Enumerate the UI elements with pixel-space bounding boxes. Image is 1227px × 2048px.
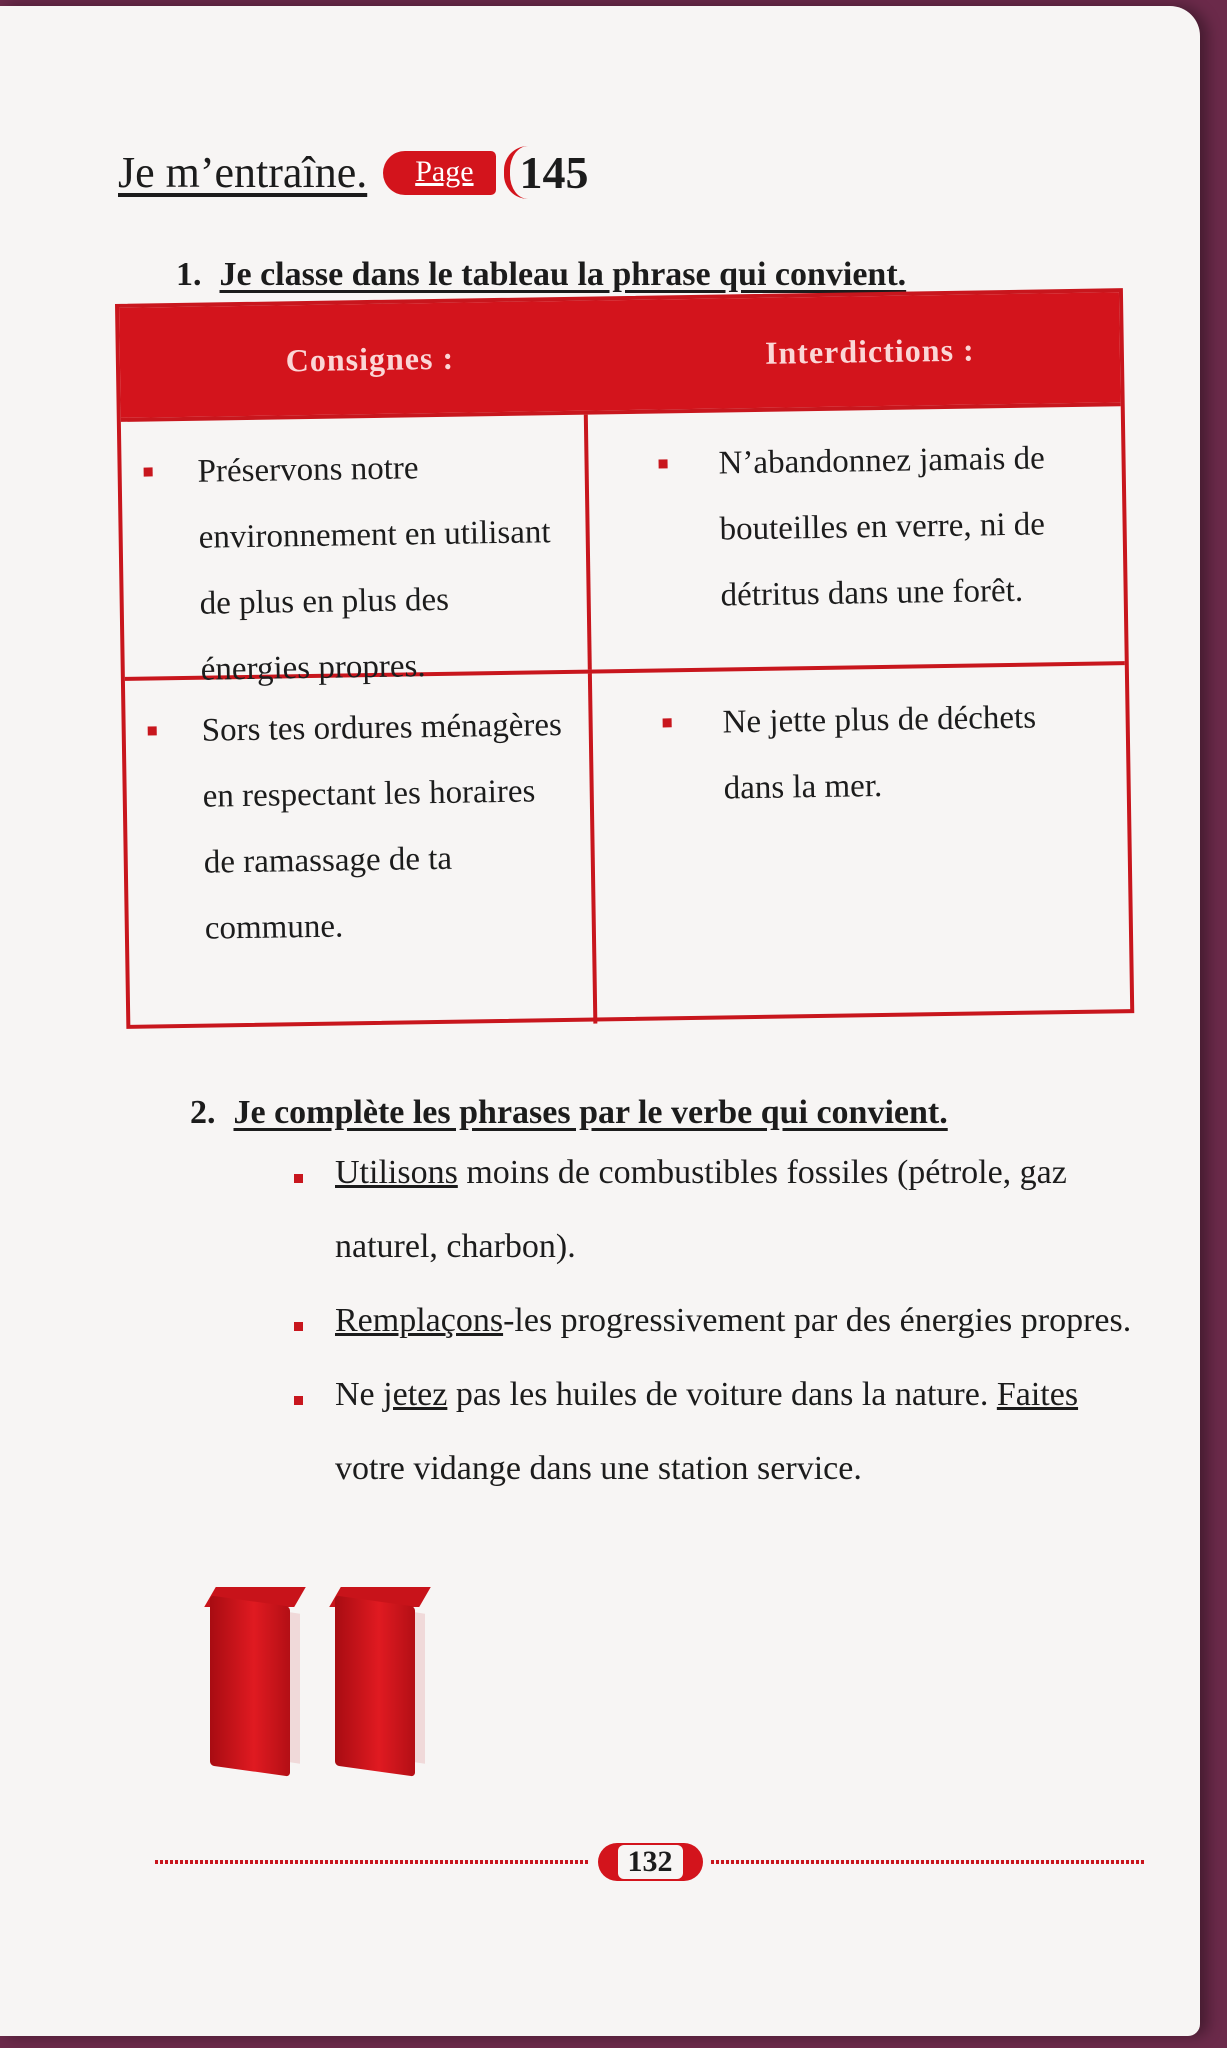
classification-table xyxy=(115,288,1134,1029)
page-number-badge xyxy=(598,1843,703,1881)
books-illustration xyxy=(210,1601,415,1771)
section-header xyxy=(118,146,589,199)
cell-text: Sors tes ordures ménagères en respectant les horaires de ramassage de ta commune. xyxy=(201,707,563,947)
page-reference-number: 145 xyxy=(504,146,589,199)
answer-verb: Remplaçons xyxy=(335,1302,504,1339)
column-header-consignes: Consignes : xyxy=(285,339,455,378)
square-bullet-icon xyxy=(663,718,672,727)
exercise-2-text: Je complète les phrases par le verbe qui convient. xyxy=(233,1094,948,1131)
cell-text: Ne jette plus de déchets dans la mer. xyxy=(722,699,1037,807)
table-row xyxy=(125,661,1130,1031)
cell-text: Préservons notre environnement en utilisant de plus en plus des énergies propres. xyxy=(197,450,551,688)
list-item xyxy=(290,1358,1140,1506)
table-header xyxy=(119,292,1121,418)
column-header-interdictions: Interdictions : xyxy=(764,331,975,371)
sentence-text: moins de combustibles fossiles (pétrole, gaz naturel, charbon). xyxy=(335,1154,1067,1265)
square-bullet-icon xyxy=(148,726,157,735)
answer-verb: Utilisons xyxy=(335,1154,458,1191)
page-label-badge: Page xyxy=(383,151,495,195)
section-title: Je m’entraîne. xyxy=(118,148,368,197)
answer-verb: jetez xyxy=(383,1376,448,1413)
exercise-1-number: 1. xyxy=(176,256,202,293)
list-item xyxy=(290,1136,1140,1284)
square-bullet-icon xyxy=(294,1322,303,1331)
red-book-icon xyxy=(210,1601,290,1771)
sentence-text: Ne xyxy=(335,1376,384,1413)
square-bullet-icon xyxy=(144,467,153,476)
cell-text: N’abandonnez jamais de bouteilles en verre, ni de détritus dans une forêt. xyxy=(718,440,1046,614)
square-bullet-icon xyxy=(294,1174,303,1183)
answer-verb: Faites xyxy=(996,1376,1079,1413)
exercise-1-instruction xyxy=(176,256,906,294)
table-cell xyxy=(125,674,593,1031)
table-cell xyxy=(588,665,1130,1023)
exercise-1-text: Je classe dans le tableau la phrase qui convient. xyxy=(219,256,907,293)
sentence-text: votre vidange dans une station service. xyxy=(335,1450,862,1487)
sentence-text: pas les huiles de voiture dans la nature. xyxy=(447,1376,997,1413)
page-number: 132 xyxy=(618,1845,683,1879)
exercise-2-number: 2. xyxy=(190,1094,216,1131)
square-bullet-icon xyxy=(294,1396,303,1405)
book-page xyxy=(0,6,1200,2036)
footer-divider xyxy=(155,1860,590,1864)
red-book-icon xyxy=(335,1601,415,1771)
square-bullet-icon xyxy=(659,459,668,468)
table-cell xyxy=(121,415,588,688)
sentence-text: -les progressivement par des énergies propres. xyxy=(503,1302,1132,1339)
page-footer xyxy=(155,1842,1145,1882)
footer-divider xyxy=(711,1860,1146,1864)
exercise-2-list xyxy=(290,1136,1140,1506)
exercise-2-instruction xyxy=(190,1094,948,1132)
table-cell xyxy=(584,406,1125,669)
list-item xyxy=(290,1284,1140,1358)
table-row xyxy=(121,402,1125,688)
